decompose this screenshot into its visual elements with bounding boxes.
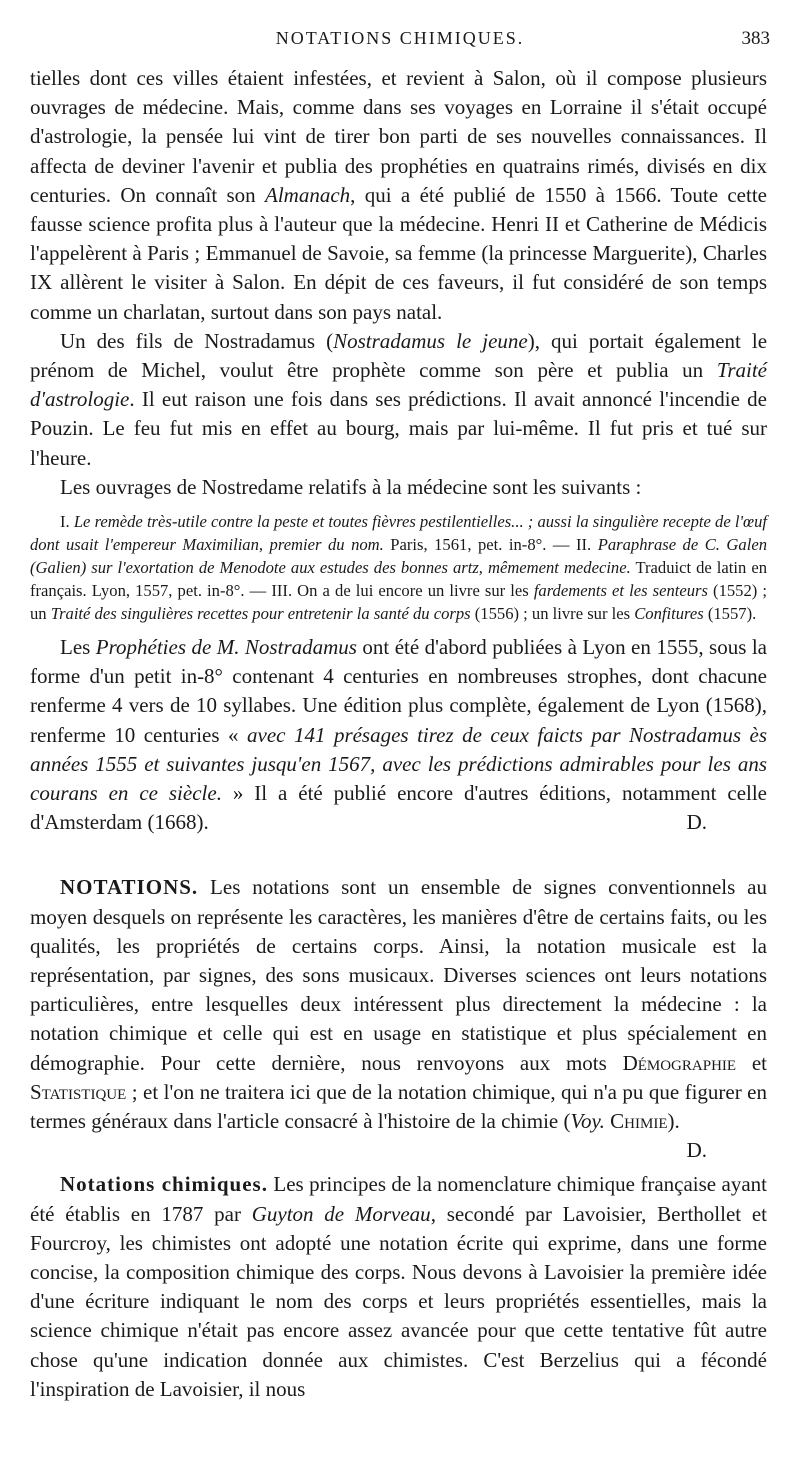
italic-text: Paraphrase de C. Galen (Galien) sur l'exortation de Menodote aux estudes des bonnes artz, mêmement medecine. [30, 535, 767, 578]
italic-text: Traité des singulières recettes pour entretenir la santé du corps [50, 604, 471, 624]
text-run: , secondé par Lavoisier, Berthollet et Fourcroy, les chimistes ont adopté une notation écrite qui exprime, dans une forme concise, la composition chimique des corps. Nous devons à Lavoisier la première idée d'une écriture indiquant le nom des corps et leurs propriétés essentielles, mais la science chimique n'était pas encore assez avancée pour que cette tentative fût autre chose qu'une indication donnée aux chimistes. C'est Berzelius qui a fécondé l'inspiration de Lavoisier, il nous [30, 1201, 768, 1401]
text-run: tielles dont ces villes étaient infestées, et revient à Salon, où il compose plusieurs ouvrages de médecine. Mais, comme dans ses voyages en Lorraine il s'était occupé d'astrologie, la pensée lui vint de tirer bon parti de ses nouvelles connaissances. Il affecta de deviner l'avenir et publia des prophéties en quatrains rimés, divisés en dix centuries. On connaît son [30, 66, 767, 207]
text-run: Un des fils de Nostradamus ( [60, 328, 334, 353]
article-text [30, 1172, 767, 1400]
text-run: et [736, 1050, 767, 1075]
italic-text: Guyton de Morveau [251, 1201, 431, 1226]
italic-text: Voy. [570, 1109, 605, 1134]
italic-text: avec 141 présages tirez de ceux faicts par Nostradamus ès années 1555 et suivantes jusqu'en 1567, avec les prédictions admirables pour les ans courans en ce siècle. [30, 722, 767, 806]
text-run: Paris, 1561, pet. in-8°. — II. [383, 535, 598, 555]
text-run: Les [60, 635, 96, 660]
bibliography-notes [30, 510, 767, 625]
text-run: I. [60, 512, 74, 532]
text-run: (1556) ; un livre sur les [470, 604, 635, 624]
small-caps-text: Chimie [610, 1109, 668, 1134]
text-run: . Il eut raison une fois dans ses prédictions. Il avait annoncé l'incendie de Pouzin. Le feu fut mis en effet au bourg, mais par lui-même. Il fut pris et tué sur l'heure. [30, 387, 767, 470]
italic-text: fardements et les senteurs [533, 581, 708, 601]
italic-text: Traité d'astrologie [30, 358, 767, 412]
author-signature: D. [686, 1138, 707, 1163]
italic-text: Prophéties de M. Nostradamus [95, 635, 357, 660]
text-run: (1552) ; un [30, 581, 767, 624]
page-body [30, 64, 767, 1404]
article-text [30, 875, 767, 1133]
text-run: Les principes de la nomenclature chimique française ayant été établis en 1787 par [30, 1172, 767, 1226]
article-notations-chimiques [30, 1170, 767, 1404]
italic-text: Nostradamus le jeune [333, 328, 528, 353]
italic-text: Almanach [265, 182, 351, 207]
paragraph [30, 64, 767, 327]
article-headword: NOTATIONS. [60, 875, 199, 900]
text-run: (1557). [703, 604, 757, 624]
page-number: 383 [741, 28, 770, 49]
article-headword: Notations chimiques. [60, 1172, 268, 1197]
text-run: , qui a été publié de 1550 à 1566. Toute cette fausse science profita plus à l'auteur que la médecine. Henri II et Catherine de Médicis l'appelèrent à Paris ; Emmanuel de Savoie, sa femme (la princesse Marguerite), Charles IX allèrent le visiter à Salon. En dépit de ces faveurs, il fut considéré de son temps comme un charlatan, surtout dans son pays natal. [30, 182, 767, 324]
paragraph [30, 327, 767, 473]
paragraph-text [30, 635, 767, 834]
text-run: ), qui portait également le prénom de Michel, voulut être prophète comme son père et publia un [30, 328, 768, 383]
article-notations [30, 873, 767, 1163]
running-head: NOTATIONS CHIMIQUES. [275, 28, 525, 48]
author-signature: D. [686, 810, 707, 835]
text-run: Les ouvrages de Nostredame relatifs à la médecine sont les suivants : [60, 474, 642, 499]
section-gap [30, 837, 767, 873]
text-run: Traduict de latin en français. Lyon, 1557, pet. in-8°. — III. On a de lui encore un livre sur les [30, 558, 767, 601]
page-header [30, 28, 770, 52]
paragraph [30, 473, 767, 502]
italic-text: Confitures [634, 604, 704, 624]
small-caps-text: Statistique [30, 1079, 127, 1104]
text-run: ; et l'on ne traitera ici que de la notation chimique, qui n'a pu que figurer en termes généraux dans l'article consacré à l'histoire de la chimie ( [30, 1079, 767, 1134]
italic-text: Le remède très-utile contre la peste et toutes fièvres pestilentielles... ; aussi la singulière recepte de l'œuf dont usait l'empereur Maximilian, premier du nom. [30, 512, 767, 555]
text-run: ont été d'abord publiées à Lyon en 1555, sous la forme d'un petit in-8° contenant 4 centuries en nombreuses strophes, dont chacune renferme 4 vers de 10 syllabes. Une édition plus complète, également de Lyon (1568), renferme 10 centuries « [30, 635, 767, 747]
text-run: Les notations sont un ensemble de signes conventionnels au moyen desquels on représente les caractères, les manières d'être de certains faits, ou les qualités, les propriétés de certains corps. Ainsi, la notation musicale est la représentation, par signes, des sons musicaux. Diverses sciences ont leurs notations particulières, entre lesquelles deux intéressent plus directement la médecine : la notation chimique et celle qui est en usage en statistique et plus spécialement en démographie. Pour cette dernière, nous renvoyons aux mots [30, 875, 767, 1075]
paragraph [30, 633, 767, 837]
text-run: » Il a été publié encore d'autres éditions, notamment celle d'Amsterdam (1668). [30, 781, 768, 835]
small-caps-text: Démographie [622, 1050, 737, 1075]
text-run: ). [667, 1109, 680, 1134]
bibliography-note [30, 510, 767, 625]
